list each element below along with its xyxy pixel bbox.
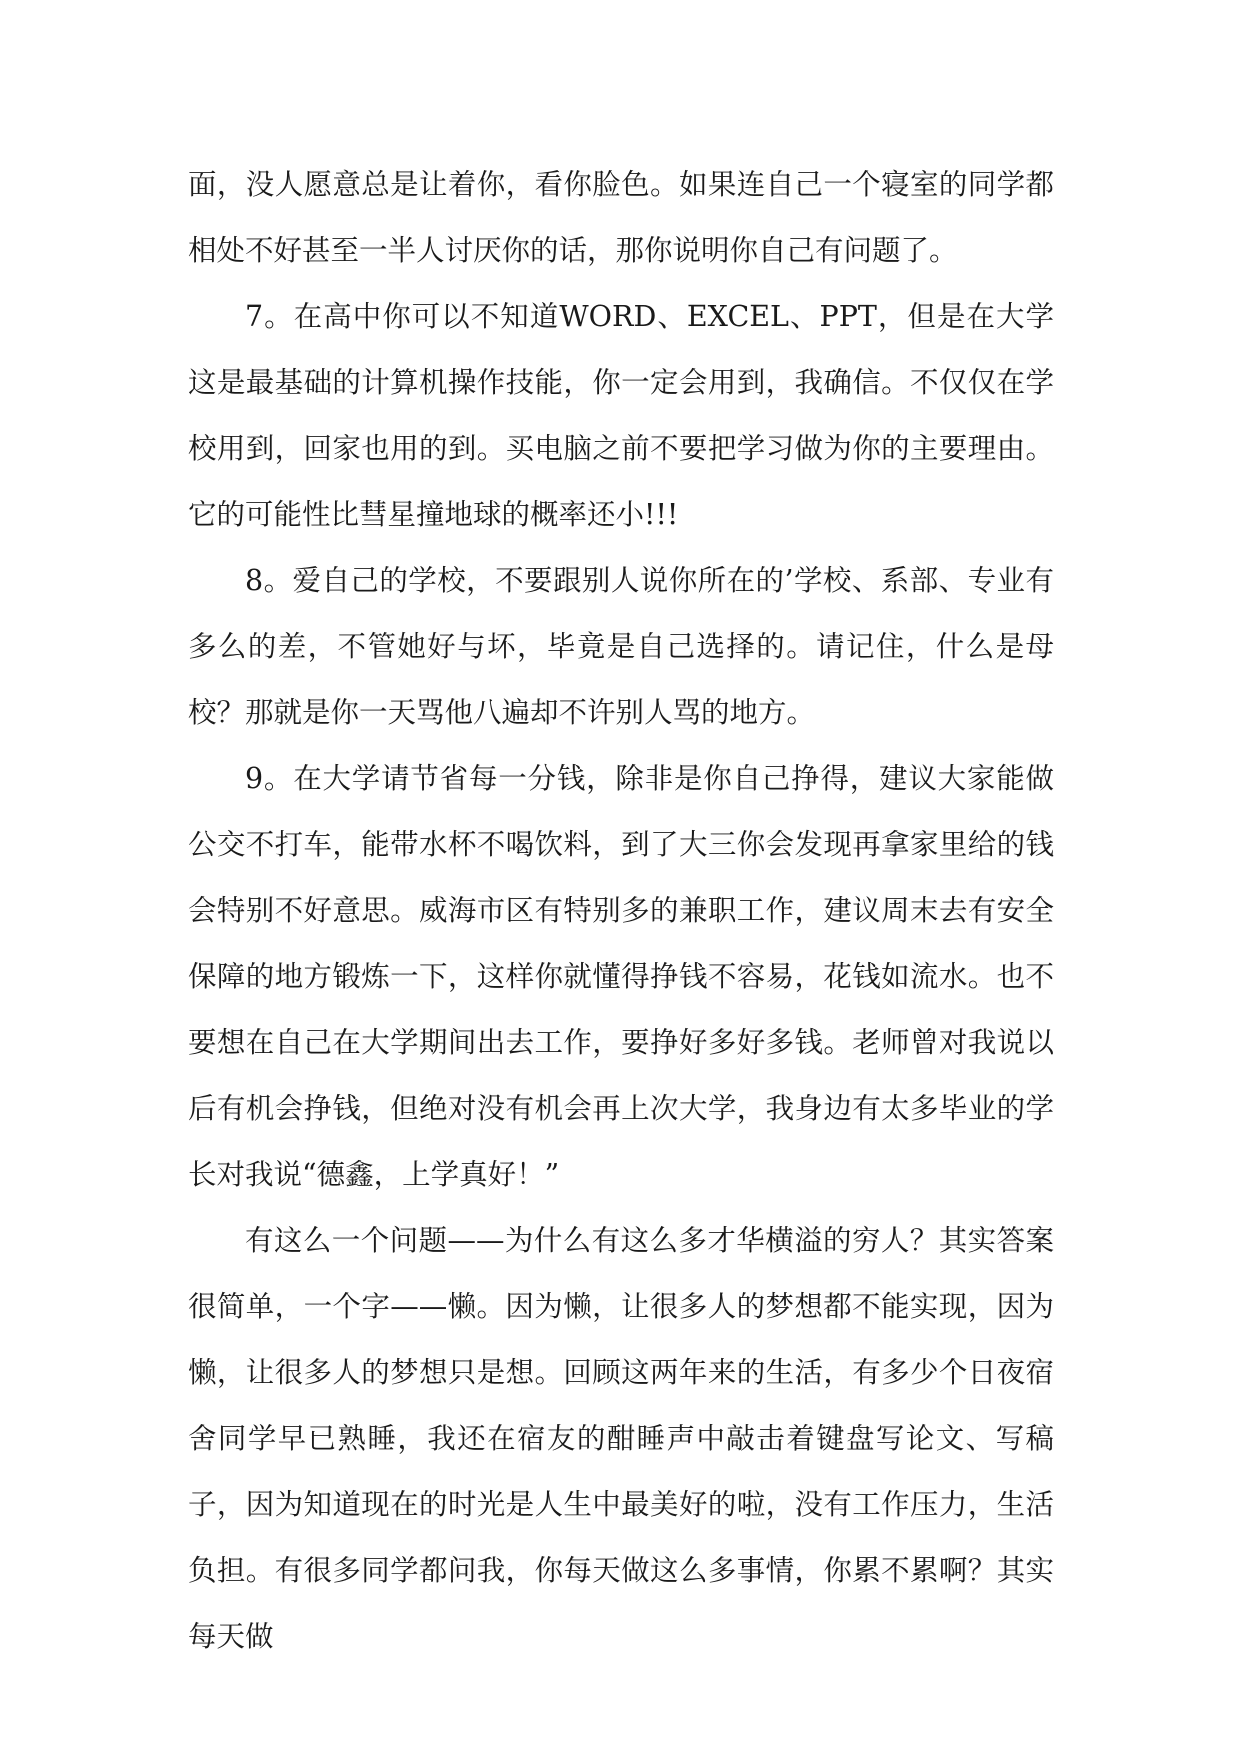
paragraph-laziness: 有这么一个问题——为什么有这么多才华横溢的穷人？其实答案很简单，一个字——懒。因为懒，让很多人的梦想都不能实现，因为懒，让很多人的梦想只是想。回顾这两年来的生活，有多少个日夜宿舍同学早已熟睡，我还在宿友的酣睡声中敲击着键盘写论文、写稿子，因为知道现在的时光是人生中最美好的啦，没有工作压力，生活负担。有很多同学都问我，你每天做这么多事情，你累不累啊？其实每天做 bbox=[188, 1224, 1054, 1653]
paragraph-continuation: 面，没人愿意总是让着你，看你脸色。如果连自己一个寝室的同学都相处不好甚至一半人讨厌你的话，那你说明你自己有问题了。 bbox=[188, 168, 1054, 267]
paragraph-item-7: 7。在高中你可以不知道WORD、EXCEL、PPT，但是在大学这是最基础的计算机操作技能，你一定会用到，我确信。不仅仅在学校用到，回家也用的到。买电脑之前不要把学习做为你的主要理由。它的可能性比彗星撞地球的概率还小!!! bbox=[188, 300, 1054, 531]
body-text bbox=[188, 152, 1054, 1670]
paragraph-item-8: 8。爱自己的学校，不要跟别人说你所在的’学校、系部、专业有多么的差，不管她好与坏，毕竟是自己选择的。请记住，什么是母校？那就是你一天骂他八遍却不许别人骂的地方。 bbox=[188, 564, 1054, 729]
paragraph-item-9: 9。在大学请节省每一分钱，除非是你自己挣得，建议大家能做公交不打车，能带水杯不喝饮料，到了大三你会发现再拿家里给的钱会特别不好意思。威海市区有特别多的兼职工作，建议周末去有安全保障的地方锻炼一下，这样你就懂得挣钱不容易，花钱如流水。也不要想在自己在大学期间出去工作，要挣好多好多钱。老师曾对我说以后有机会挣钱，但绝对没有机会再上次大学，我身边有太多毕业的学长对我说“德鑫，上学真好！” bbox=[188, 762, 1054, 1191]
